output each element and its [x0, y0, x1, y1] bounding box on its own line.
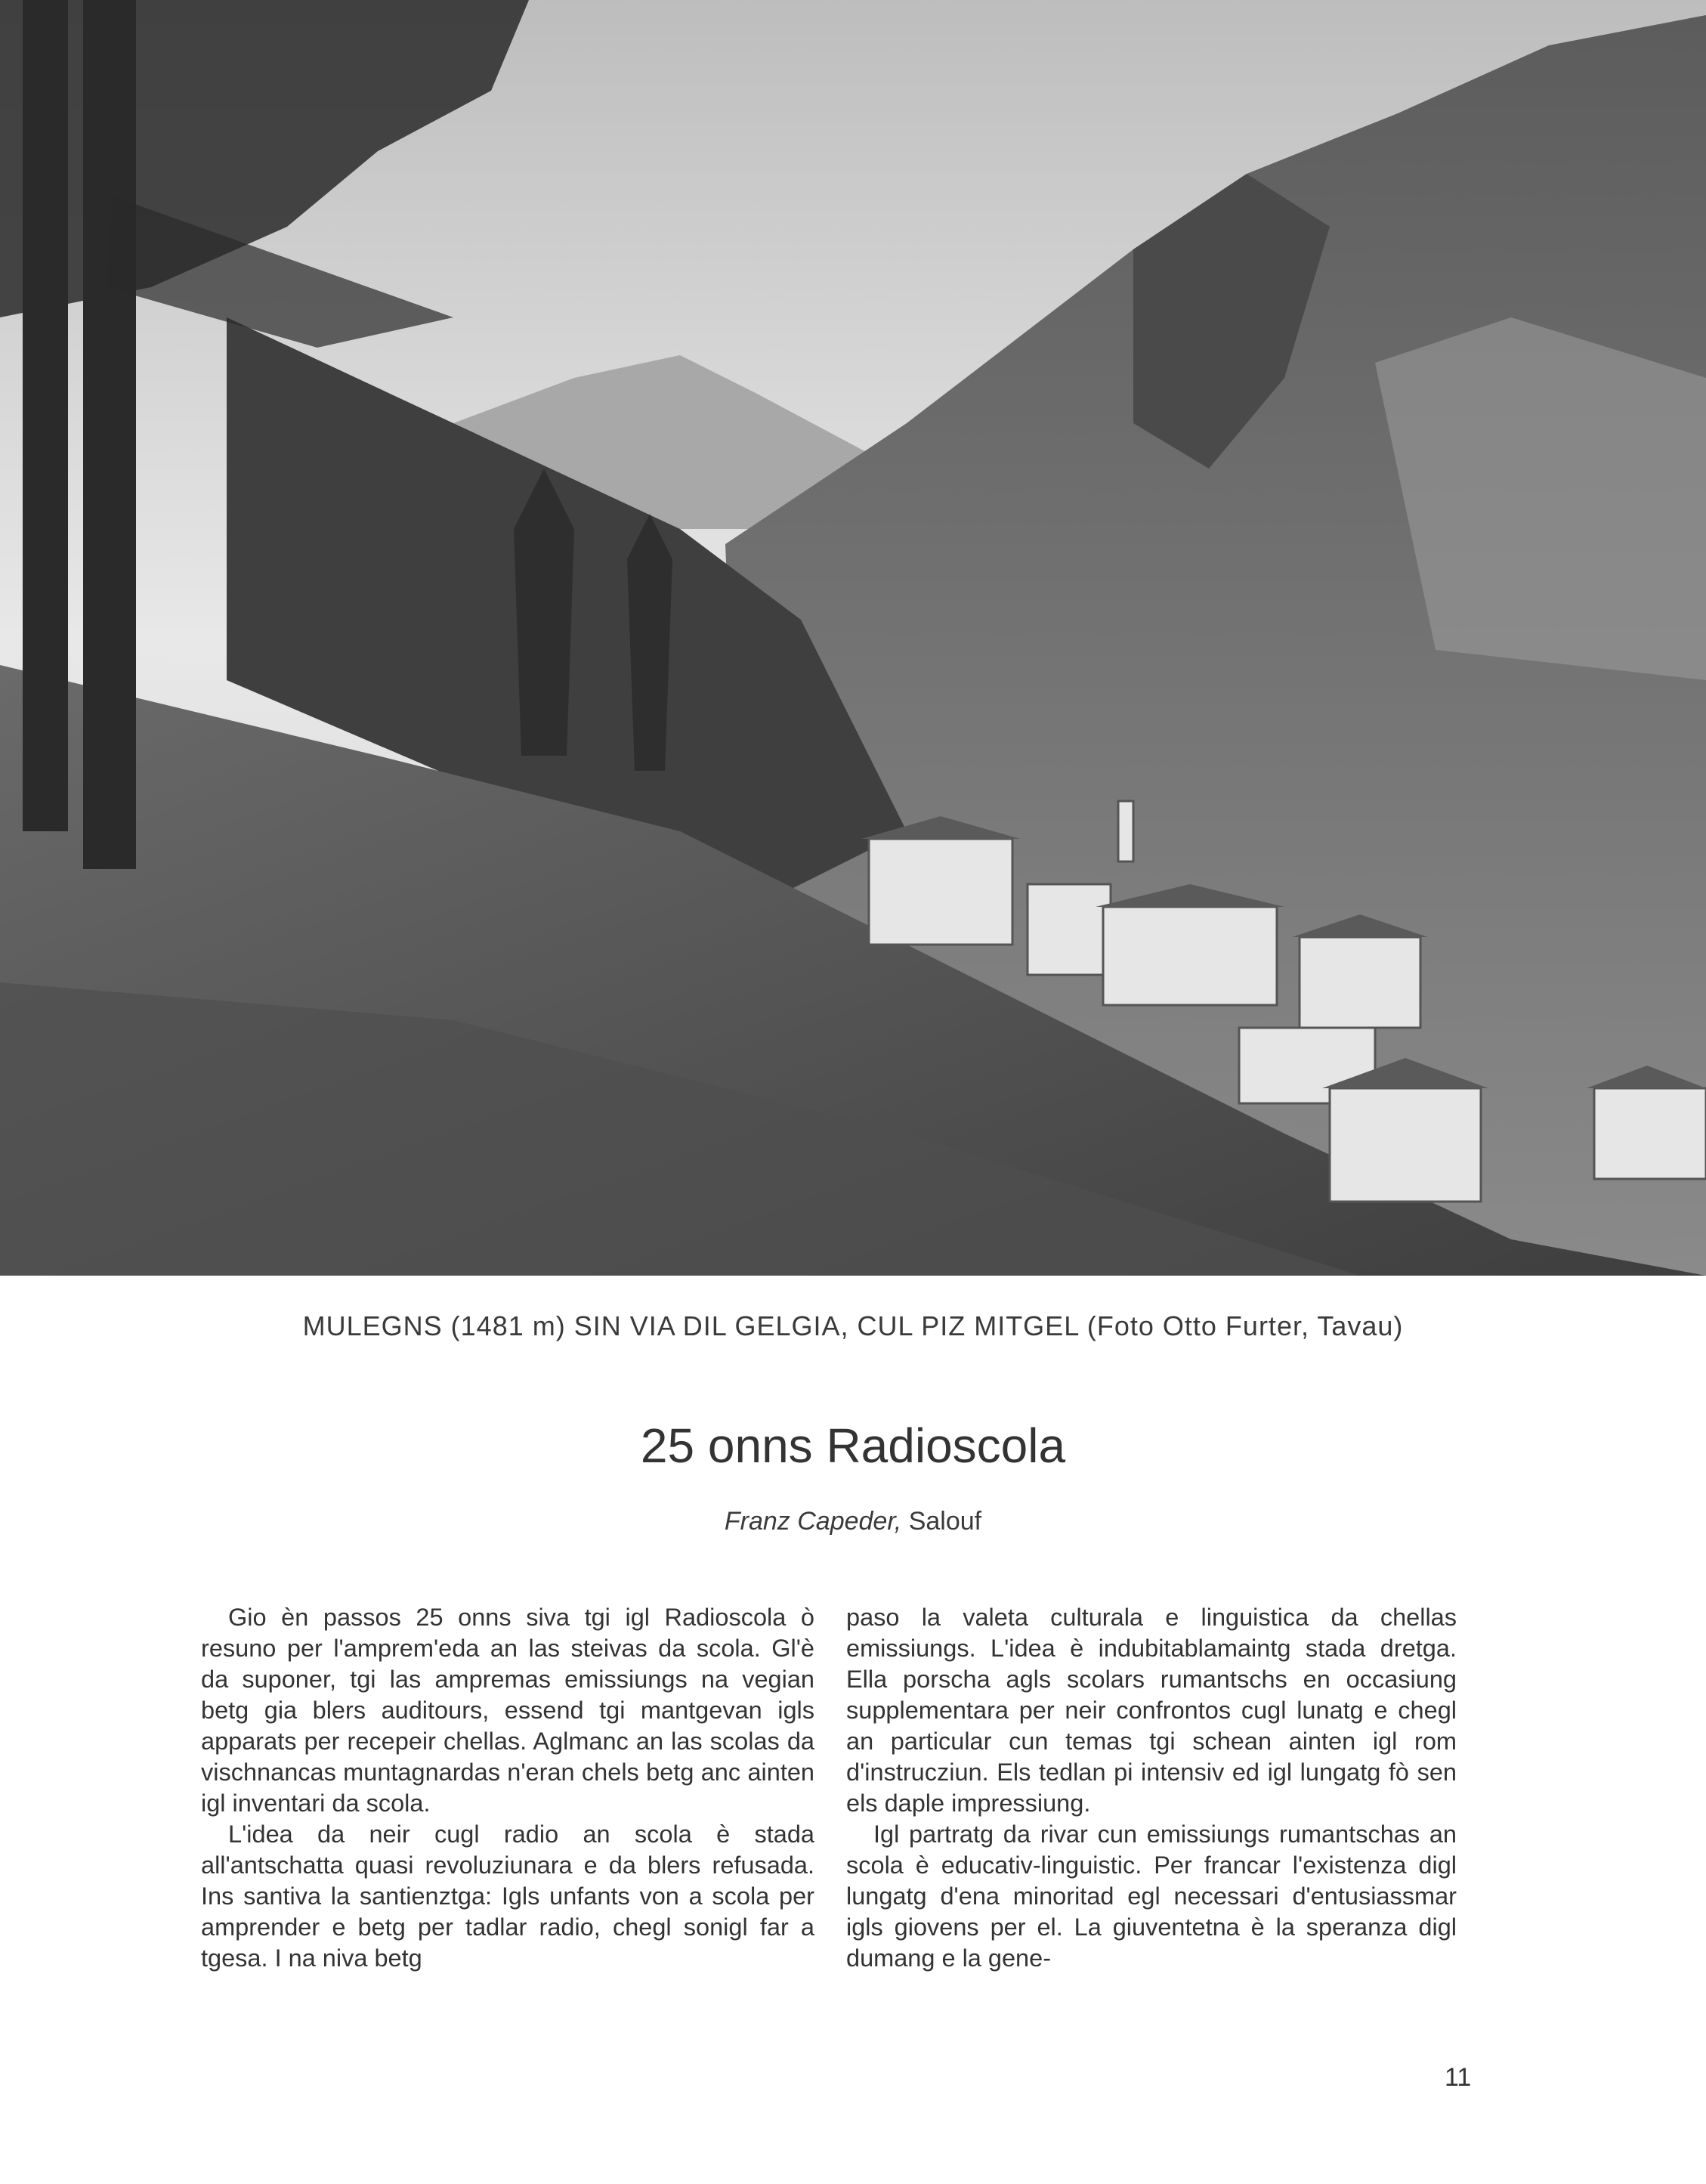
article-title: 25 onns Radioscola	[640, 1418, 1066, 1473]
article-column-left	[201, 1602, 814, 1974]
page-number: 11	[1445, 2063, 1472, 2092]
author-name: Franz Capeder,	[724, 1507, 902, 1536]
paragraph: Igl partratg da rivar cun emissiungs rumantschas an scola è educativ-linguistic. Per francar l'existenza digl lungatg d'ena minoritad egl necessari d'entusiassmar igls giovens per el. La giuventetna è la speranza digl dumang e la gene-	[846, 1821, 1457, 1972]
article-column-right	[846, 1602, 1457, 1974]
paragraph: paso la valeta culturala e linguistica da chellas emissiungs. L'idea è indubitablamaintg stada dretga. Ella porscha agls scolars rumantschs en occasiung supplementara per neir confrontos cugl lunatg e chegl an particular cun temas tgi schean ainten igl rom d'instrucziun. Els tedlan pi intensiv ed igl lungatg fò sen els daple impressiung.	[846, 1604, 1457, 1817]
author-place: Salouf	[908, 1507, 982, 1536]
byline	[0, 1507, 1706, 1536]
paragraph: L'idea da neir cugl radio an scola è stada all'antschatta quasi revoluziunara e da blers refusada. Ins santiva la santienztga: Igls unfants von a scola per amprender e betg per tadlar radio, chegl sonigl far a tgesa. I na niva betg	[201, 1821, 814, 1972]
photo-caption: MULEGNS (1481 m) SIN VIA DIL GELGIA, CUL PIZ MITGEL (Foto Otto Furter, Tavau)	[302, 1310, 1404, 1341]
paragraph: Gio èn passos 25 onns siva tgi igl Radioscola ò resuno per l'amprem'eda an las steivas da scola. Gl'è da suponer, tgi las ampremas emissiungs na vegian betg gia blers auditours, essend tgi mantgevan igls apparats per recepeir chellas. Aglmanc an las scolas da vischnancas muntagnardas n'eran chels betg anc ainten igl inventari da scola.	[201, 1604, 814, 1817]
